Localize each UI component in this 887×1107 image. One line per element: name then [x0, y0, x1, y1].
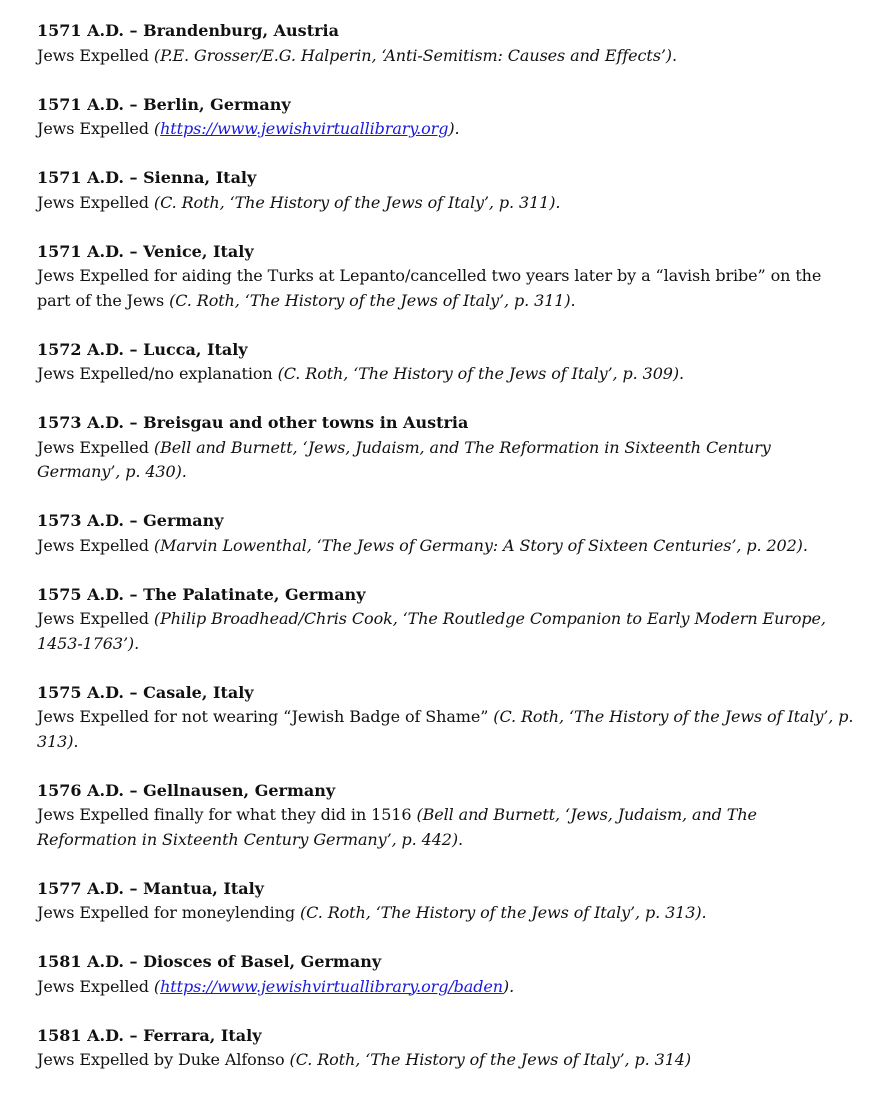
citation: (Bell and Burnett, ‘Jews, Judaism, and The Reformation in Sixteenth Century Germany’, p. 442). [37, 805, 757, 849]
citation: (C. Roth, ‘The History of the Jews of Italy’, p. 313). [37, 707, 854, 751]
entry-description [37, 975, 857, 1000]
entry-description [37, 705, 857, 754]
entry-description [37, 607, 857, 656]
description-text: Jews Expelled by Duke Alfonso [37, 1050, 290, 1069]
entry-heading: 1571 A.D. – Sienna, Italy [37, 168, 257, 187]
citation: (C. Roth, ‘The History of the Jews of Italy’, p. 313). [300, 903, 707, 922]
entry-heading: 1575 A.D. – Casale, Italy [37, 682, 254, 702]
entry-heading: 1571 A.D. – Berlin, Germany [37, 94, 291, 114]
expulsion-entry [37, 338, 857, 387]
expulsion-entry [37, 166, 857, 215]
entry-description [37, 117, 857, 142]
description-text: Jews Expelled [37, 609, 154, 628]
expulsion-entry [37, 1024, 857, 1073]
entry-heading: 1571 A.D. – Venice, Italy [37, 241, 254, 261]
expulsion-entry [37, 411, 857, 485]
description-text: Jews Expelled/no explanation [37, 364, 278, 383]
description-text: Jews Expelled for moneylending [37, 903, 301, 922]
entry-description [37, 191, 857, 216]
entry-heading: 1573 A.D. – Germany [37, 511, 224, 530]
expulsion-entry [37, 779, 857, 853]
entry-heading: 1581 A.D. – Ferrara, Italy [37, 1025, 262, 1045]
citation-close: ). [502, 976, 515, 996]
entry-heading: 1577 A.D. – Mantua, Italy [37, 878, 264, 898]
document-page [37, 19, 857, 1097]
description-text: Jews Expelled [37, 192, 154, 212]
citation: (Philip Broadhead/Chris Cook, ‘The Routledge Companion to Early Modern Europe, 1453-1763’). [37, 609, 826, 653]
expulsion-entry [37, 583, 857, 657]
description-text: Jews Expelled finally for what they did in 1516 [37, 805, 417, 824]
citation: (C. Roth, ‘The History of the Jews of Italy’, p. 311). [153, 192, 561, 212]
description-text: Jews Expelled for not wearing “Jewish Badge of Shame” [37, 707, 494, 726]
entry-heading: 1575 A.D. – The Palatinate, Germany [37, 584, 366, 604]
entry-description [37, 1048, 857, 1073]
description-text: Jews Expelled [37, 119, 154, 138]
description-text: Jews Expelled [37, 535, 154, 555]
expulsion-entry [37, 240, 857, 314]
entry-heading: 1581 A.D. – Diosces of Basel, Germany [37, 952, 382, 971]
entry-heading: 1571 A.D. – Brandenburg, Austria [37, 21, 339, 40]
citation: (C. Roth, ‘The History of the Jews of Italy’, p. 311). [169, 290, 576, 310]
entry-heading: 1572 A.D. – Lucca, Italy [37, 339, 248, 359]
source-link[interactable]: https://www.jewishvirtuallibrary.org/baden [160, 976, 503, 996]
description-text: Jews Expelled [37, 437, 154, 457]
expulsion-entry [37, 93, 857, 142]
citation: (C. Roth, ‘The History of the Jews of Italy’, p. 309). [277, 364, 684, 383]
citation: (P.E. Grosser/E.G. Halperin, ‘Anti-Semitism: Causes and Effects’). [153, 45, 677, 65]
entry-description [37, 534, 857, 559]
entry-description [37, 436, 857, 485]
entry-description [37, 803, 857, 852]
citation-open: ( [153, 976, 161, 996]
expulsion-entry [37, 877, 857, 926]
citation: (C. Roth, ‘The History of the Jews of Italy’, p. 314) [289, 1050, 691, 1069]
source-link[interactable]: https://www.jewishvirtuallibrary.org [160, 119, 449, 138]
expulsion-entry [37, 19, 857, 68]
description-text: Jews Expelled for aiding the Turks at Lepanto/cancelled two years later by a “lavish bribe” on the part of the Jews [37, 266, 822, 310]
citation: (Bell and Burnett, ‘Jews, Judaism, and The Reformation in Sixteenth Century Germany’, p. 430). [37, 437, 771, 481]
entry-description [37, 901, 857, 926]
entry-heading: 1573 A.D. – Breisgau and other towns in Austria [37, 413, 469, 432]
expulsion-entry [37, 509, 857, 558]
expulsion-entry [37, 681, 857, 755]
entry-description [37, 264, 857, 313]
entry-heading: 1576 A.D. – Gellnausen, Germany [37, 780, 336, 800]
expulsion-entry [37, 950, 857, 999]
description-text: Jews Expelled [37, 45, 154, 65]
entry-description [37, 44, 857, 69]
description-text: Jews Expelled [37, 976, 154, 996]
citation-open: ( [153, 119, 161, 138]
citation: (Marvin Lowenthal, ‘The Jews of Germany: A Story of Sixteen Centuries’, p. 202). [153, 535, 808, 555]
entry-description [37, 362, 857, 387]
citation-close: ). [448, 119, 460, 138]
